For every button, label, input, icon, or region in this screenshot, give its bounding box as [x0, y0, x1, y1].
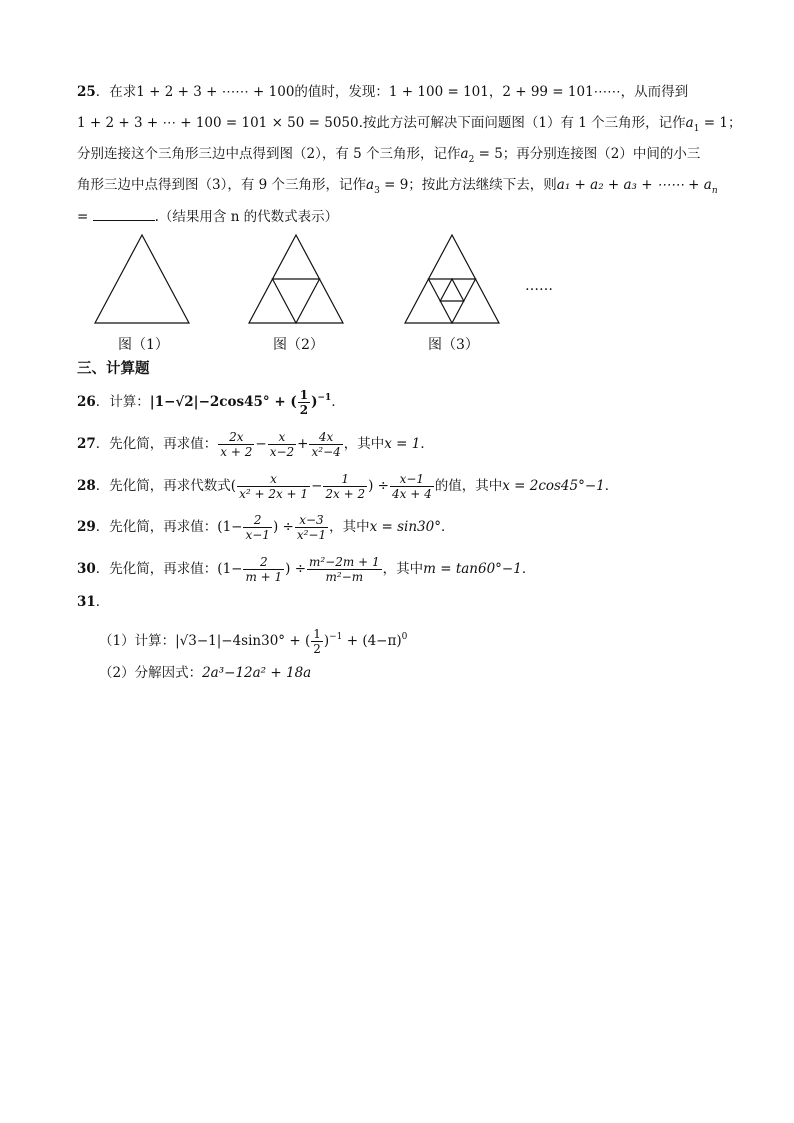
fraction-denominator: x²−1 [296, 528, 327, 542]
q29-line [77, 513, 454, 542]
fraction-denominator: x−2 [269, 445, 295, 459]
q27-fraction-1 [218, 430, 254, 459]
q25-text: 分别连接这个三角形三边中点得到图（2），有 5 个三角形，记作 [77, 146, 461, 162]
fraction-denominator: 2x + 2 [325, 487, 366, 501]
ellipsis: …… [525, 278, 553, 294]
figure-3-triangle [402, 232, 502, 326]
q28-fraction-2 [323, 472, 367, 501]
fraction-numerator: m²−2m + 1 [309, 555, 380, 569]
q26-text: ．计算： [95, 394, 150, 410]
q30-text: ，其中 [382, 561, 424, 577]
q25-eq: 1 + 100 = 101 [388, 84, 489, 100]
fraction-numerator: x [237, 472, 310, 487]
q25-line-2 [77, 113, 741, 135]
q25-a3-val: = 9 [379, 177, 409, 193]
q31-part-1-fraction [311, 627, 323, 656]
fraction-denominator: x² + 2x + 1 [239, 487, 309, 501]
q27-fraction-3 [309, 430, 342, 459]
q25-a2: a [460, 146, 469, 162]
q29-fraction-1 [243, 513, 271, 542]
q25-a1-val: = 1； [699, 115, 742, 131]
q27-text: ，其中 [343, 436, 385, 452]
q27-end: ． [420, 436, 434, 452]
fraction-denominator: x + 2 [220, 445, 253, 459]
fraction-numerator: 1 [323, 472, 367, 487]
fraction-denominator: 2 [299, 403, 309, 417]
q25-text: 的值时，发现： [294, 84, 389, 100]
q30-text: ．先化简，再求值：(1− [95, 561, 243, 577]
fraction-numerator: 4x [309, 430, 342, 445]
q28-text: ．先化简，再求代数式( [95, 478, 237, 494]
fraction-numerator: 2 [243, 555, 284, 570]
q25-eq: 2 + 99 = 101⋯⋯ [502, 84, 621, 100]
q26-end: ． [331, 394, 345, 410]
q31-number: 31 [77, 594, 96, 610]
q25-sum-sub: n [711, 186, 718, 196]
q28-text: 的值，其中 [434, 478, 503, 494]
q25-text: ， [488, 84, 503, 100]
q30-fraction-1 [243, 555, 284, 584]
q26-fraction [298, 388, 310, 417]
q26-line [77, 388, 345, 417]
q29-text: ．先化简，再求值：(1− [95, 519, 243, 535]
fraction-denominator: x²−4 [311, 445, 341, 459]
operator: + [297, 436, 309, 452]
q25-text: ．在求 [95, 84, 137, 100]
q28-condition: x = 2cos45°−1 [502, 478, 605, 494]
q29-number: 29 [77, 519, 96, 535]
fraction-numerator: 2x [218, 430, 254, 445]
q31-part-2-expr: 2a³−12a² + 18a [202, 665, 312, 681]
section-title: 三、计算题 [77, 361, 150, 377]
q31-part-1-exponent: −1 [329, 632, 343, 642]
q26-expr: |1−√2|−2cos45° + ( [149, 394, 297, 410]
fraction-denominator: m + 1 [245, 570, 283, 584]
q31-part-1-expr: + (4−π) [342, 633, 402, 649]
figure-2-triangle [246, 232, 346, 326]
q29-condition: x = sin30° [369, 519, 441, 535]
answer-blank[interactable] [93, 206, 155, 221]
q25-text: ；按此方法继续下去，则 [408, 177, 557, 193]
q27-line [77, 430, 434, 459]
operator: ) ÷ [285, 561, 307, 577]
q31-part-2 [99, 663, 311, 683]
figure-1-caption: 图（1） [118, 337, 169, 353]
fraction-numerator: x−1 [390, 472, 434, 487]
q27-text: ．先化简，再求值： [95, 436, 218, 452]
q25-a2-sub: 2 [468, 155, 475, 165]
q30-line [77, 555, 535, 584]
q25-line-1 [77, 82, 688, 102]
q31-part-1 [99, 627, 407, 656]
operator: ) ÷ [272, 519, 294, 535]
q27-fraction-2 [268, 430, 296, 459]
q31-part-1-expr: |√3−1|−4sin30° + ( [175, 633, 311, 649]
q27-condition: x = 1 [384, 436, 421, 452]
fraction-denominator: 2 [313, 642, 321, 656]
q27-number: 27 [77, 436, 96, 452]
q31-part-2-label: （2）分解因式： [99, 665, 203, 681]
q31-part-1-exponent: 0 [401, 632, 408, 642]
q25-number: 25 [77, 84, 96, 100]
q30-condition: m = tan60°−1 [423, 561, 522, 577]
fraction-denominator: 4x + 4 [391, 487, 432, 501]
q26-number: 26 [77, 394, 96, 410]
figure-1-triangle [92, 232, 192, 326]
q31-part-1-expr: ) [323, 633, 330, 649]
q28-line [77, 472, 618, 501]
q25-a1: a [685, 115, 694, 131]
q26-exponent: −1 [317, 393, 332, 403]
operator: ) ÷ [368, 478, 389, 494]
q31-part-1-label: （1）计算： [99, 633, 176, 649]
q28-number: 28 [77, 478, 96, 494]
fraction-numerator: 1 [313, 627, 321, 641]
q25-text: 角形三边中点得到图（3），有 9 个三角形，记作 [77, 177, 367, 193]
fraction-numerator: x−3 [295, 513, 328, 528]
q25-expr: 1 + 2 + 3 + ⋯ + 100 = 101 × 50 = 5050 [77, 115, 359, 131]
q25-expr: 1 + 2 + 3 + ⋯⋯ + 100 [136, 84, 295, 100]
fraction-denominator: x−1 [245, 528, 270, 542]
figure-3-caption: 图（3） [428, 337, 479, 353]
q25-text: .按此方法可解决下面问题图（1）有 1 个三角形，记作 [358, 115, 686, 131]
q25-line-4 [77, 175, 718, 197]
operator: − [255, 436, 267, 452]
triangle-outer [95, 235, 189, 323]
q30-end: ． [521, 561, 536, 577]
fraction-numerator: 1 [299, 388, 309, 402]
fraction-denominator: m²−m [325, 570, 364, 584]
q25-line-5 [77, 206, 338, 227]
q26-expr: ) [311, 394, 318, 410]
fraction-numerator: 2 [243, 513, 271, 528]
q29-text: ，其中 [329, 519, 370, 535]
q25-a1-sub: 1 [693, 124, 700, 134]
q25-text: .（结果用含 n 的代数式表示） [154, 209, 339, 225]
q25-eq-sign: = [77, 209, 93, 225]
q28-end: ． [604, 478, 619, 494]
q29-end: ． [440, 519, 455, 535]
figure-2-caption: 图（2） [273, 337, 324, 353]
q25-a2-val: = 5 [474, 146, 503, 162]
q31-end: ． [95, 594, 110, 610]
q25-line-3 [77, 144, 700, 166]
q30-number: 30 [77, 561, 96, 577]
q25-a3: a [366, 177, 375, 193]
q31-line [77, 592, 109, 612]
q25-sum: a₁ + a₂ + a₃ + ⋯⋯ + a [556, 177, 712, 193]
q28-fraction-3 [390, 472, 434, 501]
triangle-inner [440, 279, 464, 301]
fraction-numerator: x [268, 430, 296, 445]
q25-text: ，从而得到 [620, 84, 689, 100]
operator: − [311, 478, 323, 494]
q30-fraction-2 [307, 555, 382, 584]
q25-a3-sub: 3 [374, 186, 380, 196]
q29-fraction-2 [295, 513, 328, 542]
q28-fraction-1 [237, 472, 310, 501]
triangle-midpoint [273, 279, 320, 323]
q25-text: ；再分别连接图（2）中间的小三 [502, 146, 701, 162]
